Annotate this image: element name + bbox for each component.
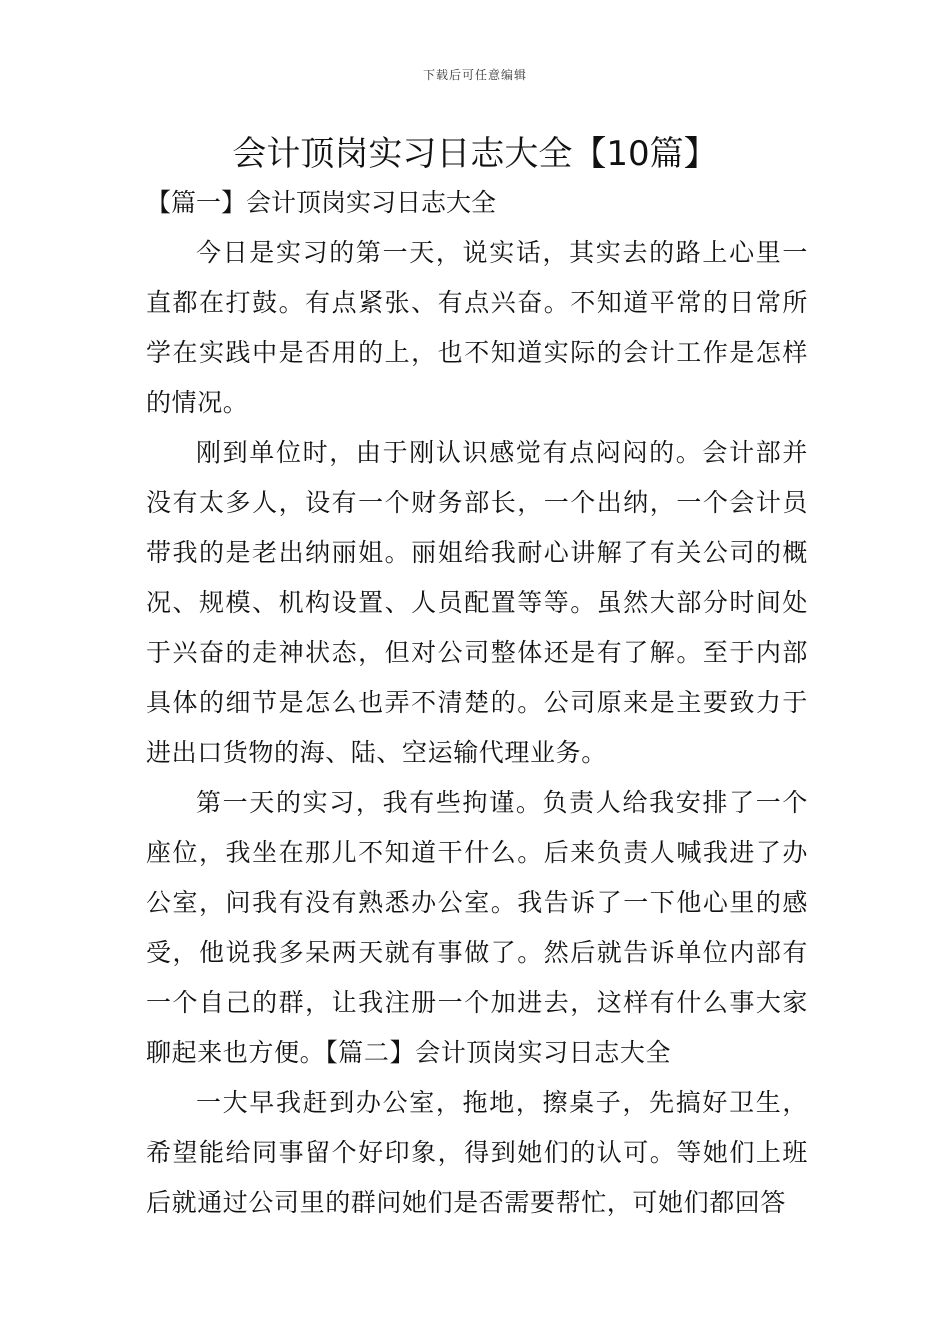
document-body xyxy=(146,178,808,1228)
section-heading: 【篇一】会计顶岗实习日志大全 xyxy=(146,188,497,217)
paragraph: 刚到单位时，由于刚认识感觉有点闷闷的。会计部并没有太多人，设有一个财务部长，一个出纳，一个会计员带我的是老出纳丽姐。丽姐给我耐心讲解了有关公司的概况、规模、机构设置、人员配置等等。虽然大部分时间处于兴奋的走神状态，但对公司整体还是有了解。至于内部具体的细节是怎么也弄不清楚的。公司原来是主要致力于进出口货物的海、陆、空运输代理业务。 xyxy=(146,438,808,767)
paragraph: 一大早我赶到办公室，拖地，擦桌子，先搞好卫生，希望能给同事留个好印象，得到她们的认可。等她们上班后就通过公司里的群问她们是否需要帮忙，可她们都回答 xyxy=(146,1088,808,1217)
header-note: 下载后可任意编辑 xyxy=(422,68,527,82)
paragraph: 今日是实习的第一天，说实话，其实去的路上心里一直都在打鼓。有点紧张、有点兴奋。不知道平常的日常所学在实践中是否用的上，也不知道实际的会计工作是怎样的情况。 xyxy=(146,238,808,417)
document-title: 会计顶岗实习日志大全【10篇】 xyxy=(232,134,718,174)
paragraph: 第一天的实习，我有些拘谨。负责人给我安排了一个座位，我坐在那儿不知道干什么。后来负责人喊我进了办公室，问我有没有熟悉办公室。我告诉了一下他心里的感受，他说我多呆两天就有事做了。然后就告诉单位内部有一个自己的群，让我注册一个加进去，这样有什么事大家聊起来也方便。【篇二】会计顶岗实习日志大全 xyxy=(146,788,808,1067)
